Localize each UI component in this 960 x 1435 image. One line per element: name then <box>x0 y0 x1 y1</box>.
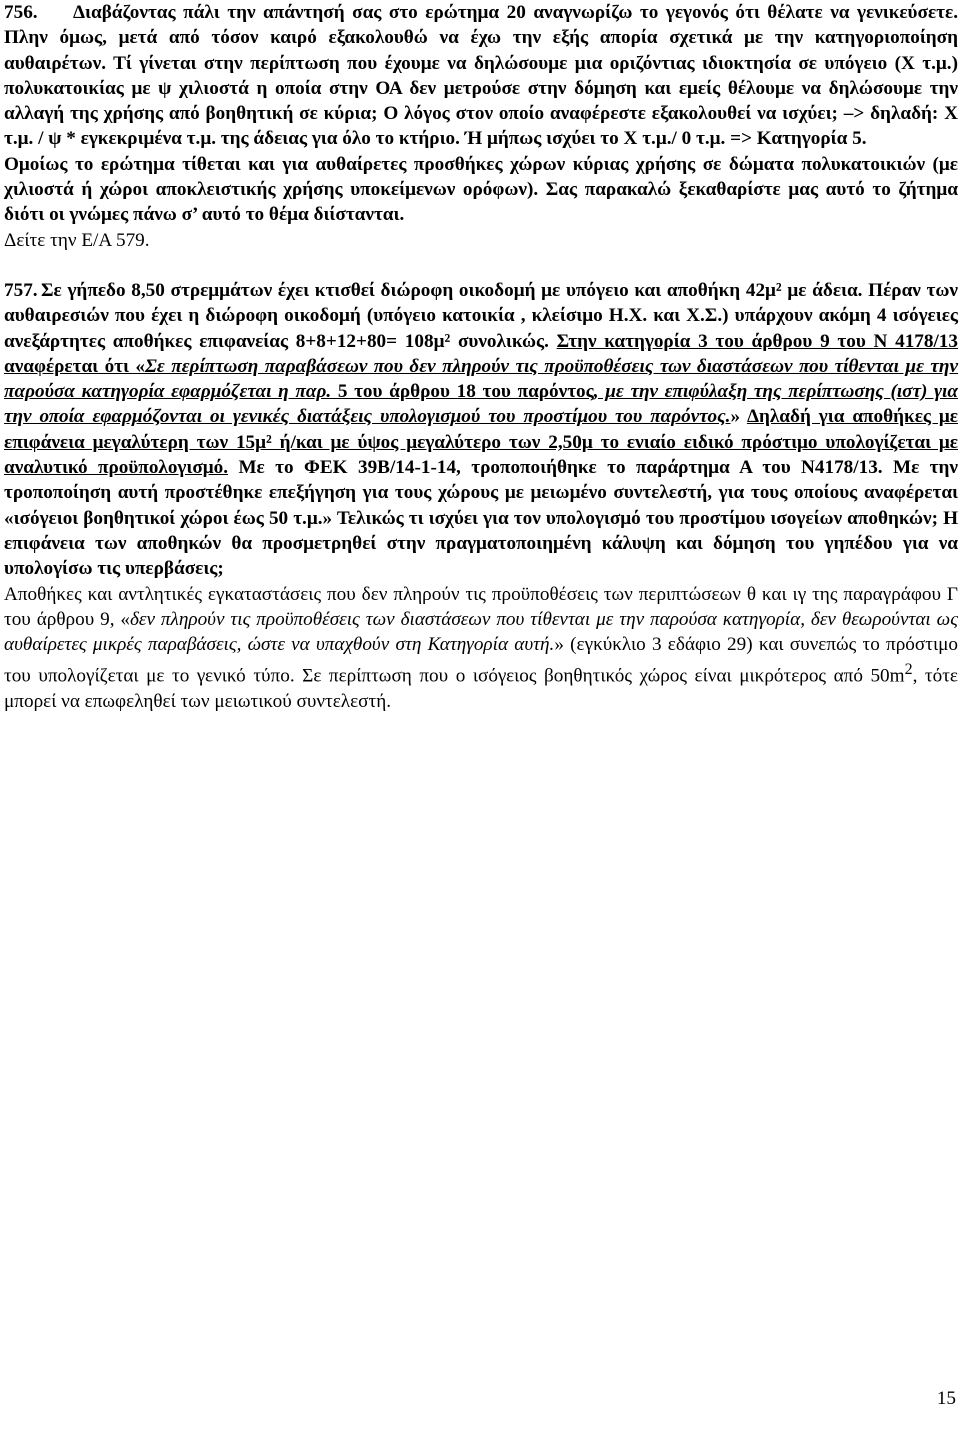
answer-text: » (εγκύκλιο 3 εδάφιο 29) και συνεπώς το πρόστιμο του υπολογίζεται με το γενικό τύπο. Σε περίπτωση που ο ισόγειος βοηθητικός χώρος είναι μικρότερος από 50m <box>4 634 958 687</box>
answer-757 <box>4 582 958 715</box>
question-text-underlined: Δηλαδή για αποθήκες με επιφάνεια μεγαλύτερη των 15μ² ή/και με ύψος μεγαλύτερο των 2,50μ το ενιαίο ειδικό πρόστιμο υπολογίζεται με αναλυτικό προϋπολογισμό. <box>4 406 958 479</box>
paragraph-spacer <box>4 253 958 278</box>
entry-757 <box>4 278 958 714</box>
entry-756 <box>4 0 958 253</box>
quoted-law-text: Σε περίπτωση παραβάσεων που δεν πληρούν τις προϋποθέσεις των διαστάσεων που τίθενται με την παρούσα κατηγορία εφαρμόζεται η παρ. <box>4 355 958 403</box>
answer-text: Δείτε την Ε/Α 579. <box>4 229 150 251</box>
answer-text: Αποθήκες και αντλητικές εγκαταστάσεις που δεν πληρούν τις προϋποθέσεις των περιπτώσεων θ και ιγ της παραγράφου Γ του άρθρου 9, « <box>4 583 958 630</box>
question-text: Με το ΦΕΚ 39Β/14-1-14, τροποποιήθηκε το παράρτημα Α του Ν4178/13. Με την τροποποίηση αυτή προστέθηκε επεξήγηση για τους χώρους με μειωμένο συντελεστή, για τους οποίους αναφέρεται «ισόγειοι βοηθητικοί χώροι έως 50 τ.μ.» Τελικώς τι ισχύει για τον υπολογισμό του προστίμου ισογείων αποθηκών; Η επιφάνεια των αποθηκών θα προσμετρηθεί στην πραγματοποιημένη κάλυψη και δόμηση του γηπέδου για να υπολογίσω τις υπερβάσεις; <box>4 457 958 580</box>
question-756 <box>4 0 958 152</box>
question-757 <box>4 278 958 582</box>
quoted-law-text: , με την επιφύλαξη της περίπτωσης (ιστ) για την οποία εφαρμόζονται οι γενικές διατάξεις υπολογισμού του προστίμου του παρόντος. <box>4 381 959 428</box>
question-text: Διαβάζοντας πάλι την απάντησή σας στο ερώτημα 20 αναγνωρίζω το γεγονός ότι θέλατε να γενικεύσετε. Πλην όμως, μετά από τόσον καιρό εξακολουθώ να έχω την εξής απορία σχετικά με την κατηγοριοποίηση αυθαιρέτων. Τί γίνεται στην περίπτωση που έχουμε να δηλώσουμε μια οριζόντιας ιδιοκτησία σε υπόγειο (Χ τ.μ.) πολυκατοικίας με ψ χιλιοστά η οποία στην ΟΑ δεν μετρούσε στην δόμηση και εμείς θέλουμε να δηλώσουμε την αλλαγή της χρήσης από βοηθητική σε κύρια; Ο λόγος στον οποίο αναφέρεστε εξακολουθεί να ισχύει; –> δηλαδή: Χ τ.μ. / ψ * εγκεκριμένα τ.μ. της άδειας για όλο το κτήριο. Ή μήπως ισχύει το Χ τ.μ./ 0 τ.μ. => Κατηγορία 5. <box>4 2 958 150</box>
question-text-continued: Ομοίως το ερώτημα τίθεται και για αυθαίρετες προσθήκες χώρων κύριας χρήσης σε δώματα πολυκατοικιών (με χιλιοστά ή χώροι αποκλειστικής χρήσης υποκείμενων ορόφων). Σας παρακαλώ ξεκαθαρίστε μας αυτό το ζήτημα διότι οι γνώμες πάνω σ’ αυτό το θέμα διίστανται. <box>4 153 958 226</box>
entry-number: 756. <box>4 2 38 23</box>
page-number: 15 <box>936 1388 956 1409</box>
question-756-continued <box>4 152 958 228</box>
question-text-underlined: 5 του άρθρου 18 του παρόντος <box>337 381 594 403</box>
question-text: » <box>730 406 747 428</box>
superscript: 2 <box>904 661 913 679</box>
answer-756 <box>4 228 958 253</box>
question-text: Σε γήπεδο 8,50 στρεμμάτων έχει κτισθεί διώροφη οικοδομή με υπόγειο και αποθήκη 42μ² με άδεια. Πέραν των αυθαιρεσιών που έχει η διώροφη οικοδομή (υπόγειο κατοικία , κλείσιμο Η.Χ. και Χ.Σ.) υπάρχουν ακόμη 4 ισόγειες ανεξάρτητες αποθήκες επιφανείας 8+8+12+80= 108μ² συνολικώς. <box>4 279 958 352</box>
answer-text: , τότε μπορεί να επωφεληθεί των μειωτικού συντελεστή. <box>4 665 958 713</box>
document-body <box>4 0 958 714</box>
answer-quoted-text: δεν πληρούν τις προϋποθέσεις των διαστάσεων που τίθενται με την παρούσα κατηγορία, δεν θεωρούνται ως αυθαίρετες μικρές παραβάσεις, ώστε να υπαχθούν στη Κατηγορία αυτή. <box>4 608 958 656</box>
entry-number: 757. <box>4 279 38 301</box>
question-text-underlined: Στην κατηγορία 3 του άρθρου 9 του Ν 4178/13 αναφέρεται ότι « <box>4 330 958 377</box>
